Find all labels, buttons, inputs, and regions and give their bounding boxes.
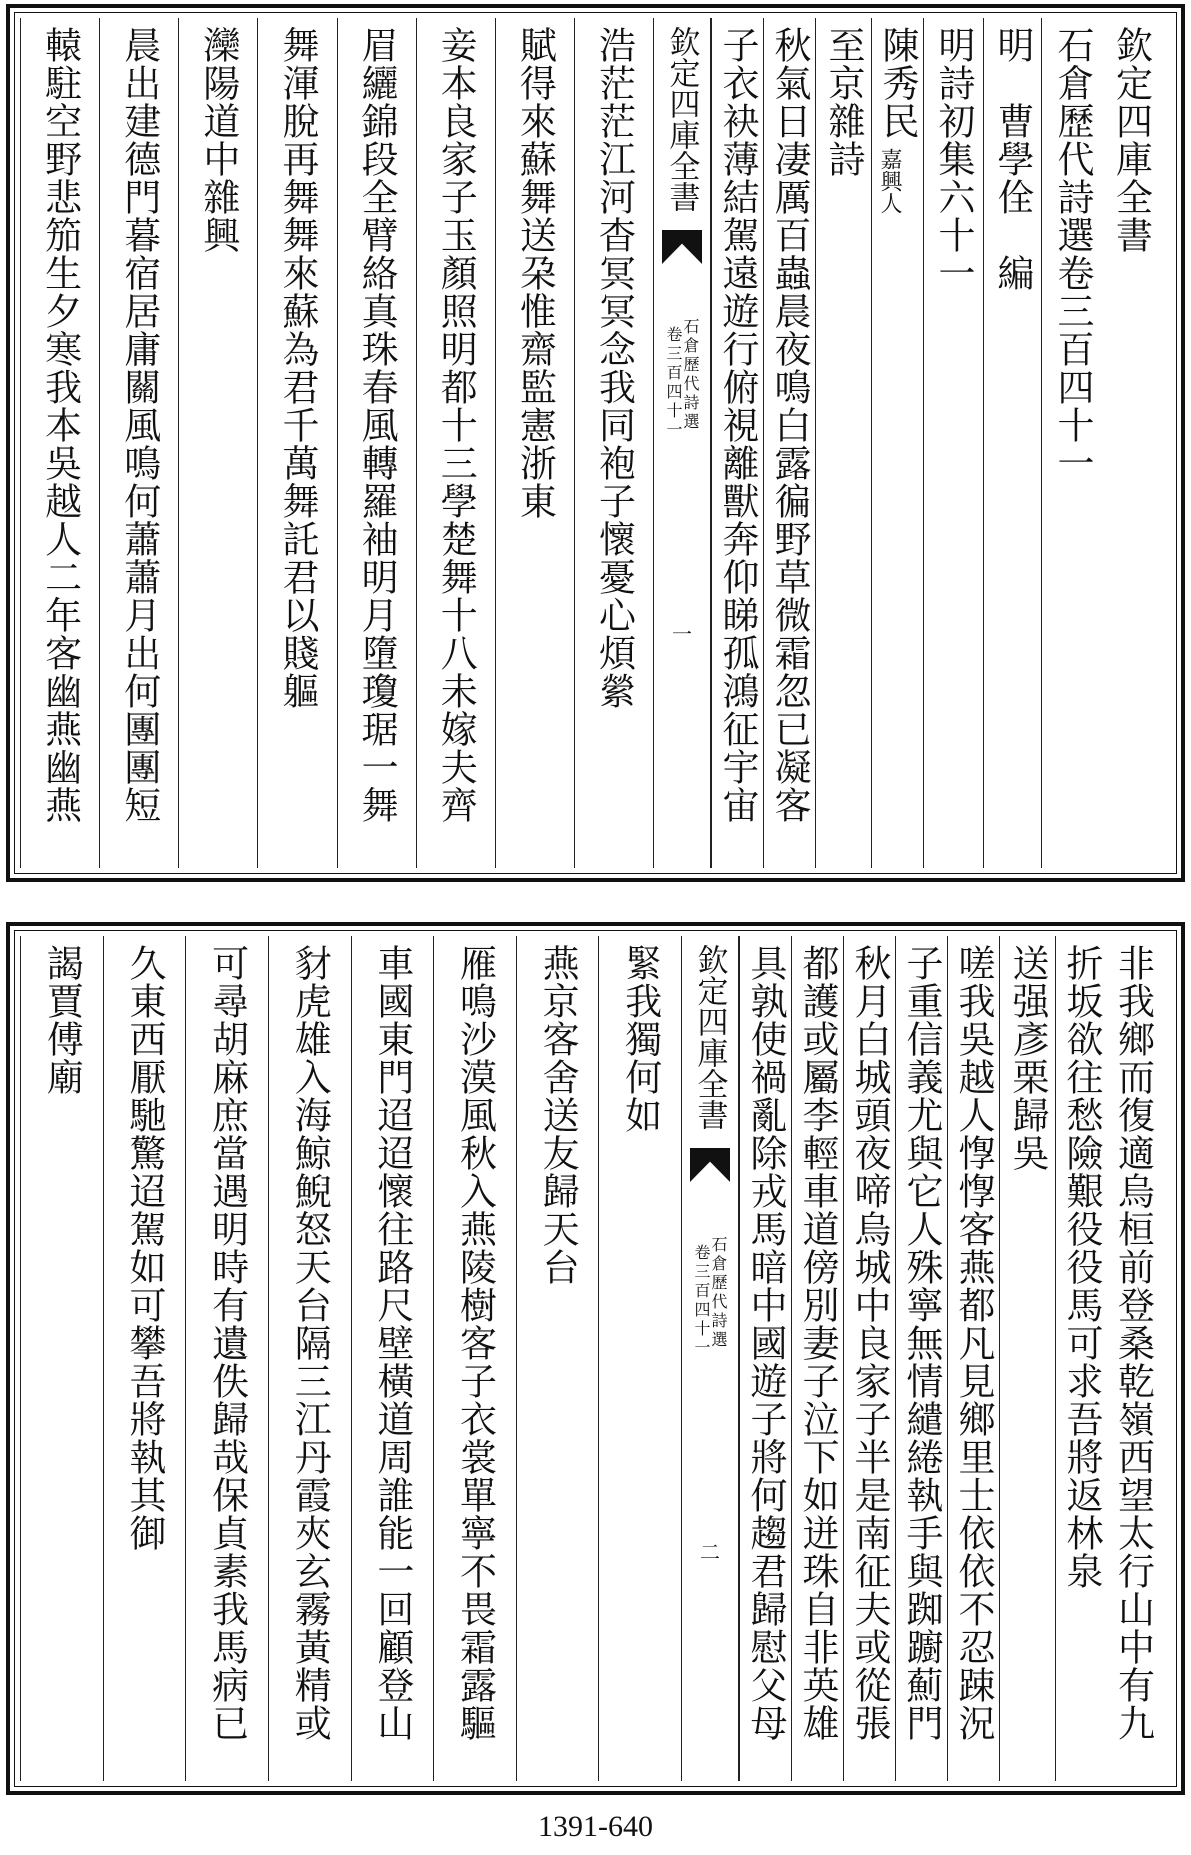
- column-text: 車國東門迢迢懷往路尺壁橫道周誰能一回顧登山: [370, 944, 414, 1742]
- bottom-page-text-column: [791, 936, 843, 1781]
- bottom-page-text-column: [433, 936, 516, 1781]
- bottom-page: [6, 922, 1185, 1795]
- bottom-page-text-column: [598, 936, 681, 1781]
- column-text: 送强彥栗歸吳: [1006, 944, 1049, 1172]
- fold-book-title: 石倉歷代詩選: [681, 318, 700, 432]
- bottom-page-text-column: [185, 936, 268, 1781]
- top-page-text-column: [815, 18, 871, 868]
- top-page-text-column: [337, 18, 416, 868]
- column-text: 至京雜詩: [822, 26, 865, 178]
- fold-book-title: 石倉歷代詩選: [709, 1236, 728, 1350]
- column-text: 非我鄉而復適烏桓前登桑乾嶺西望太行山中有九: [1111, 944, 1155, 1742]
- bottom-page-text-column: [103, 936, 186, 1781]
- top-page-text-column: [99, 18, 178, 868]
- bottom-page-text-column: [947, 936, 999, 1781]
- top-page-text-column: [416, 18, 495, 868]
- bottom-page-text-column: [999, 936, 1055, 1781]
- top-page-text-column: [257, 18, 336, 868]
- column-text: 子重信義尤與它人殊寧無情繾綣執手與踟躕薊門: [900, 944, 943, 1742]
- bottom-page-text-column: [516, 936, 599, 1781]
- bottom-page-text-column: [895, 936, 947, 1781]
- center-fold-column: [681, 936, 739, 1781]
- column-text: 浩茫茫江河杳冥冥念我同袍子懷憂心煩縈: [592, 26, 636, 710]
- fold-page-number: 二: [700, 1540, 720, 1564]
- top-page-text-column: [923, 18, 983, 868]
- top-page: [6, 4, 1185, 882]
- bottom-page-text-column: [20, 936, 103, 1781]
- bottom-page-text-column: [1107, 936, 1159, 1781]
- column-text: 妾本良家子玉顏照明都十三學楚舞十八未嫁夫齊: [434, 26, 478, 824]
- column-text: 雁鳴沙漠風秋入燕陵樹客子衣裳單寧不畏霜露驅: [453, 944, 497, 1742]
- column-text: 具孰使禍亂除戎馬暗中國遊子將何趨君歸慰父母: [744, 944, 787, 1742]
- center-fold-column: [653, 18, 711, 868]
- column-text: 明詩初集六十一: [932, 26, 975, 292]
- column-text: 折坂欲往愁險艱役役馬可求吾將返林泉: [1060, 944, 1103, 1590]
- top-page-text-column: [763, 18, 815, 868]
- column-text: 緊我獨何如: [618, 944, 662, 1134]
- fold-page-number: 一: [672, 622, 692, 646]
- top-page-text-column: [871, 18, 923, 868]
- column-text: 賦得來蘇舞送朶惟齋監憲浙東: [513, 26, 557, 520]
- column-text: 燕京客舍送友歸天台: [536, 944, 580, 1286]
- fishtail-mark-icon: [662, 230, 702, 264]
- top-page-text-column: [20, 18, 99, 868]
- column-text: 明 曹學佺 編: [991, 26, 1034, 292]
- column-text: 久東西厭馳驚迢駕如可攀吾將執其御: [122, 944, 166, 1552]
- column-text: 秋月白城頭夜啼烏城中良家子半是南征夫或從張: [848, 944, 891, 1742]
- column-text: 欽定四庫全書: [1109, 26, 1153, 254]
- column-text: 都護或屬李輕車道傍別妻子泣下如迸珠自非英雄: [796, 944, 839, 1742]
- column-text: 謁賈傅廟: [40, 944, 84, 1096]
- bottom-page-text-column: [739, 936, 791, 1781]
- top-page-text-column: [574, 18, 653, 868]
- fishtail-mark-icon: [690, 1148, 730, 1182]
- author-origin-note: 嘉興人: [877, 148, 902, 214]
- bottom-page-text-column: [268, 936, 351, 1781]
- top-page-text-column: [711, 18, 763, 868]
- top-page-text-column: [178, 18, 257, 868]
- bottom-page-text-column: [351, 936, 434, 1781]
- fold-title: 欽定四庫全書: [663, 26, 700, 212]
- fold-title: 欽定四庫全書: [691, 944, 728, 1130]
- column-text: 灤陽道中雜興: [196, 26, 240, 254]
- column-text: 子衣袂薄結駕遠遊行俯視離獸奔仰睇孤鴻征宇宙: [716, 26, 759, 824]
- column-text: 陳秀民: [876, 26, 919, 140]
- top-page-text-column: [495, 18, 574, 868]
- column-text: 轅駐空野悲笳生夕寒我本吳越人二年客幽燕幽燕: [38, 26, 82, 824]
- column-text: 石倉歷代詩選卷三百四十一: [1051, 26, 1094, 482]
- fold-volume: 卷三百四十一: [664, 326, 683, 440]
- top-page-text-column: [1103, 18, 1159, 868]
- column-text: 秋氣日凄厲百蟲晨夜鳴白露徧野草微霜忽已凝客: [768, 26, 811, 824]
- fold-volume: 卷三百四十一: [692, 1244, 711, 1358]
- bottom-page-text-column: [1055, 936, 1107, 1781]
- column-text: 晨出建德門暮宿居庸關風鳴何蕭蕭月出何團團短: [117, 26, 161, 824]
- column-text: 舞渾脫再舞舞來蘇為君千萬舞託君以賤軀: [275, 26, 319, 710]
- page-footer-number: 1391-640: [538, 1810, 653, 1843]
- column-text: 眉纚錦段全臂絡真珠春風轉羅袖明月墮瓊琚一舞: [355, 26, 399, 824]
- column-text: 嗟我吳越人惸惸客燕都凡見鄉里士依依不忍踈況: [952, 944, 995, 1742]
- top-page-text-column: [1041, 18, 1103, 868]
- top-page-text-column: [983, 18, 1041, 868]
- column-text: 豺虎雄入海鯨鯢怒天台隔三江丹霞夾玄霧黃精或: [288, 944, 332, 1742]
- column-text: 可尋胡麻庶當遇明時有遺佚歸哉保貞素我馬病已: [205, 944, 249, 1742]
- bottom-page-text-column: [843, 936, 895, 1781]
